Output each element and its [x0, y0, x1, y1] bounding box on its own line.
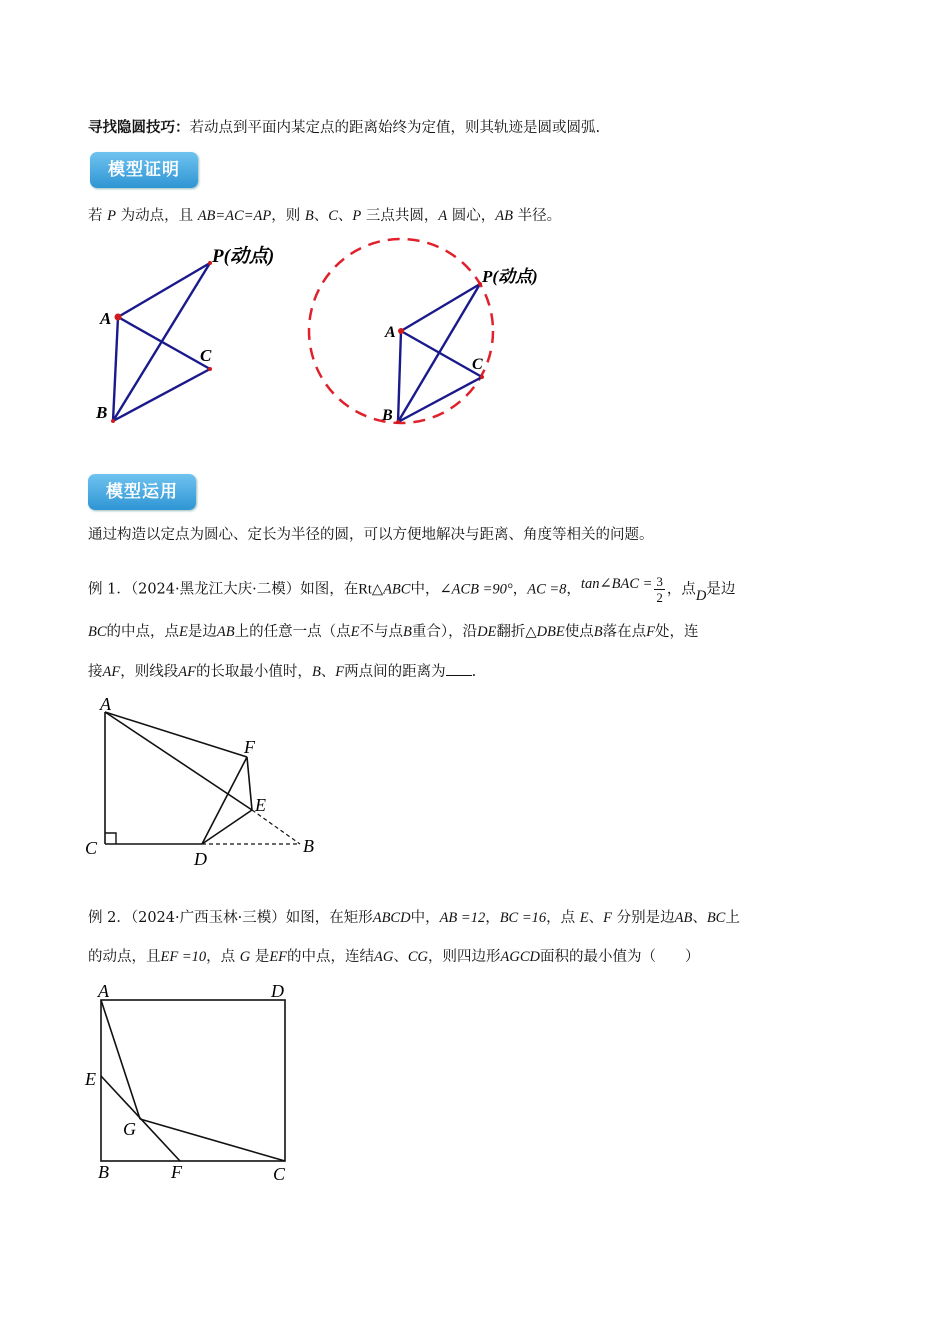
- var-p: P: [107, 208, 116, 224]
- label-c: C: [472, 356, 483, 373]
- var-e: E: [350, 624, 360, 640]
- example2-line2: [88, 947, 700, 967]
- var-bc: BC: [706, 910, 726, 926]
- text-run: 分别是边: [611, 910, 675, 926]
- var-b: B: [311, 664, 321, 680]
- segment-ap: [401, 284, 480, 331]
- figure-cocircular: [80, 232, 540, 432]
- text-run: 重合），沿: [411, 624, 478, 640]
- fraction-denominator: 2: [656, 590, 663, 605]
- segment-fe: [247, 757, 252, 810]
- label-g: G: [123, 1119, 136, 1139]
- text-run: 是边: [706, 581, 736, 598]
- ab-expr: AB =12: [439, 910, 486, 926]
- tip-label: 寻找隐圆技巧：: [88, 120, 190, 136]
- label-f: F: [244, 737, 255, 757]
- segment-bp: [113, 263, 210, 421]
- label-b: B: [96, 403, 108, 422]
- ef-expr: EF =10: [160, 949, 207, 965]
- segment-ac: [118, 317, 210, 369]
- var-ef: EF: [269, 949, 288, 965]
- text-run: .: [471, 664, 477, 680]
- var-f: F: [646, 624, 655, 640]
- example-tag: 例 1．: [88, 581, 131, 598]
- text-run: ，则四边形: [428, 949, 501, 965]
- tip-line: [88, 118, 600, 138]
- label-a: A: [100, 694, 111, 714]
- label-c: C: [273, 1164, 286, 1184]
- text-run: 的中点，连结: [287, 949, 375, 965]
- point-c: [208, 367, 212, 371]
- triangle-symbol: △: [371, 581, 384, 598]
- text-run: 面积的最小值为（ ）: [540, 949, 700, 965]
- point-a: [115, 314, 122, 321]
- segment-af: [105, 712, 247, 757]
- usage-text: 通过构造以定点为圆心、定长为半径的圆，可以方便地解决与距离、角度等相关的问题。: [88, 527, 654, 543]
- var-ag: AG: [374, 949, 394, 965]
- var-af: AF: [102, 664, 121, 680]
- text-run: 的动点，且: [88, 949, 161, 965]
- text-run: 落在点: [602, 624, 647, 640]
- bc-expr: BC =16: [499, 910, 547, 926]
- var-g: G: [239, 949, 251, 965]
- section-badge-usage: 模型运用: [88, 474, 196, 510]
- answer-blank: [446, 661, 472, 676]
- fraction-three-halves: [654, 574, 665, 605]
- text-run: 如图，在: [300, 581, 359, 598]
- label-a: A: [100, 309, 112, 328]
- text-run: 、: [320, 664, 336, 680]
- text-run: 两点间的距离为: [344, 664, 446, 680]
- var-cg: CG: [407, 949, 429, 965]
- var-abcd: ABCD: [372, 910, 411, 926]
- text-run: 如图，在矩形: [285, 910, 373, 926]
- text-run: 上的任意一点（点: [234, 624, 351, 640]
- segment-eb-dashed: [252, 810, 300, 844]
- segment-ef: [101, 1076, 180, 1161]
- point-c: [480, 375, 484, 379]
- text-run: 不与点: [359, 624, 403, 640]
- text-run: 、: [692, 910, 707, 926]
- segment-bc: [113, 369, 210, 421]
- segment-ab: [113, 317, 118, 421]
- triangle-dbe: △DBE: [525, 624, 565, 640]
- text-run: 处，连: [654, 624, 699, 640]
- segment-ab: [398, 331, 401, 422]
- segment-ae: [105, 712, 252, 810]
- example2-line1: [88, 908, 740, 928]
- var-f: F: [335, 664, 345, 680]
- expr-equal-lengths: AB=AC=AP: [197, 208, 272, 224]
- text-run: 圆心，: [447, 208, 496, 224]
- text-run: 中，: [410, 581, 440, 598]
- example1-line2: [88, 622, 698, 642]
- text-run: 为动点，且: [115, 208, 198, 224]
- example1-figure: [80, 690, 340, 870]
- label-b: B: [303, 836, 314, 856]
- text-run: 若: [88, 208, 108, 224]
- example-source: （2024·广西玉林·三模）: [130, 910, 286, 926]
- label-b: B: [98, 1162, 109, 1182]
- label-d: D: [194, 849, 207, 869]
- label-f: F: [171, 1162, 182, 1182]
- var-d: D: [695, 587, 707, 604]
- tan-expr: tan∠BAC =: [580, 575, 653, 592]
- text-run: 的长取最小值时，: [195, 664, 312, 680]
- var-ab: AB: [674, 910, 693, 926]
- text-run: ，: [566, 581, 581, 598]
- rt-symbol: Rt: [358, 581, 372, 598]
- label-a: A: [98, 981, 109, 1001]
- segment-ap: [118, 263, 210, 317]
- text-run: ，点: [666, 581, 696, 598]
- var-abc: ABC: [383, 581, 411, 598]
- text-run: 、: [588, 910, 604, 926]
- text-run: 使点: [564, 624, 594, 640]
- label-b: B: [382, 407, 393, 424]
- figure-left: [95, 245, 274, 423]
- text-run: ，则: [271, 208, 305, 224]
- var-e: E: [579, 910, 589, 926]
- fraction-numerator: 3: [656, 574, 663, 589]
- point-b: [111, 419, 115, 423]
- point-a: [398, 328, 404, 334]
- text-run: 翻折: [496, 624, 526, 640]
- var-bc: BC: [88, 624, 107, 640]
- right-angle-marker: [105, 833, 116, 844]
- text-run: ，: [485, 910, 500, 926]
- ac-expr: AC =8: [527, 581, 567, 598]
- angle-acb-expr: ∠ACB =90°: [439, 581, 513, 598]
- label-c: C: [200, 346, 212, 365]
- label-e: E: [85, 1069, 96, 1089]
- text-run: 上: [725, 910, 740, 926]
- var-f: F: [603, 910, 612, 926]
- example2-figure: [80, 978, 320, 1188]
- proof-statement: [88, 206, 561, 226]
- segment-ac: [401, 331, 482, 377]
- var-a: A: [438, 208, 448, 224]
- var-ab: AB: [495, 208, 514, 224]
- figure-right: [309, 239, 538, 424]
- segment-de: [202, 810, 252, 844]
- label-p-dynamic: P(动点): [482, 267, 538, 286]
- var-e: E: [179, 624, 188, 640]
- text-run: 半径。: [513, 208, 562, 224]
- segment-ag: [101, 1000, 140, 1119]
- text-run: 接: [88, 664, 103, 680]
- label-e: E: [255, 795, 266, 815]
- text-run: 三点共圆，: [361, 208, 439, 224]
- var-ab: AB: [216, 624, 235, 640]
- text-run: 是边: [187, 624, 217, 640]
- text-run: 、: [337, 208, 353, 224]
- text-run: 、: [393, 949, 408, 965]
- label-c: C: [85, 838, 98, 858]
- example1-line1: [88, 574, 735, 605]
- text-run: ，点: [546, 910, 580, 926]
- var-p: P: [352, 208, 362, 224]
- text-run: ，则线段: [120, 664, 179, 680]
- var-b: B: [402, 624, 412, 640]
- text-run: ，点: [206, 949, 240, 965]
- var-b: B: [593, 624, 603, 640]
- example-source: （2024·黑龙江大庆·二模）: [130, 581, 301, 598]
- tip-text: 若动点到平面内某定点的距离始终为定值，则其轨迹是圆或圆弧.: [189, 120, 601, 136]
- label-p-dynamic: P(动点): [212, 246, 275, 267]
- var-c: C: [328, 208, 338, 224]
- text-run: ，: [512, 581, 528, 598]
- example1-line3: [88, 661, 476, 682]
- point-b: [396, 420, 400, 424]
- text-run: 的中点，点: [106, 624, 180, 640]
- var-af: AF: [178, 664, 196, 680]
- var-agcd: AGCD: [500, 949, 541, 965]
- text-run: 、: [313, 208, 329, 224]
- section-badge-proof: 模型证明: [90, 152, 198, 188]
- segment-df: [202, 757, 247, 844]
- segment-gc: [140, 1119, 285, 1161]
- label-a: A: [385, 324, 396, 341]
- text-run: 是: [250, 949, 270, 965]
- example-tag: 例 2．: [88, 910, 131, 926]
- var-b: B: [304, 208, 314, 224]
- var-de: DE: [477, 624, 497, 640]
- label-d: D: [271, 981, 284, 1001]
- text-run: 中，: [410, 910, 440, 926]
